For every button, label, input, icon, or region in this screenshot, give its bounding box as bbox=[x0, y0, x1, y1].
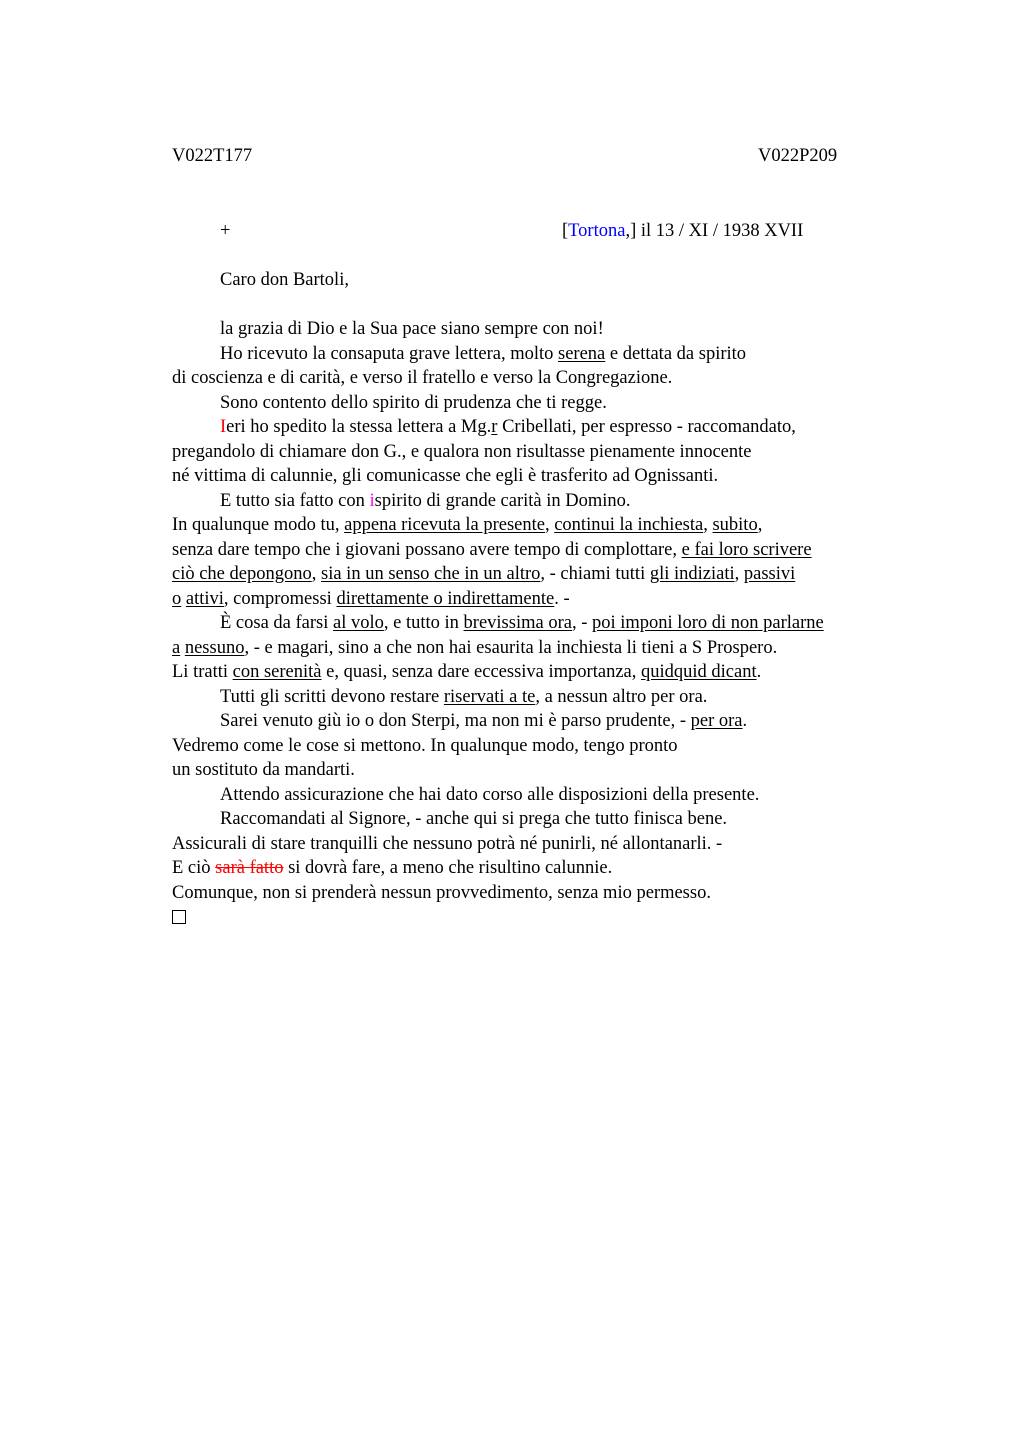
text-segment: , bbox=[311, 564, 321, 584]
text-segment: Assicurali di stare tranquilli che nessuno potrà né punirli, né allontanarli. - bbox=[172, 833, 723, 854]
underlined-text: r bbox=[491, 417, 498, 437]
underlined-text: quidquid dicant bbox=[641, 662, 757, 682]
text-segment: Raccomandati al Signore, - anche qui si prega che tutto finisca bene. bbox=[220, 809, 728, 829]
date-text: il 13 / XI / 1938 XVII bbox=[636, 221, 804, 241]
body-line bbox=[172, 807, 932, 832]
text-segment: Cribellati, per espresso - raccomandato, bbox=[497, 417, 796, 437]
body-line bbox=[172, 513, 932, 538]
underlined-text: a bbox=[172, 637, 181, 658]
text-segment: , - bbox=[571, 613, 592, 633]
text-segment: E tutto sia fatto con bbox=[220, 490, 370, 511]
text-segment: Sono contento dello spirito di prudenza che ti regge. bbox=[220, 392, 607, 413]
underlined-text: gli indiziati bbox=[649, 564, 735, 584]
text-segment: . bbox=[742, 711, 748, 731]
place-name: Tortona bbox=[568, 221, 626, 241]
text-segment: , bbox=[544, 515, 555, 535]
letter-body bbox=[172, 317, 932, 930]
text-segment: , - chiami tutti bbox=[540, 564, 650, 584]
body-line bbox=[172, 342, 932, 367]
text-segment: E ciò bbox=[172, 858, 216, 878]
body-line bbox=[172, 366, 932, 391]
salutation: Caro don Bartoli, bbox=[220, 270, 349, 290]
text-segment: un sostituto da mandarti. bbox=[172, 760, 355, 780]
text-segment: la grazia di Dio e la Sua pace siano sempre con noi! bbox=[220, 319, 604, 339]
text-segment: Attendo assicurazione che hai dato corso alle disposizioni della presente. bbox=[220, 784, 760, 805]
text-segment: , bbox=[734, 564, 744, 584]
text-segment: eri ho spedito la stessa lettera a Mg. bbox=[226, 417, 492, 437]
underlined-text: subito bbox=[712, 515, 758, 535]
underlined-text: ciò che depongono bbox=[172, 564, 312, 584]
underlined-text: con serenità bbox=[232, 662, 322, 682]
text-segment: né vittima di calunnie, gli comunicasse che egli è trasferito ad Ognissanti. bbox=[172, 466, 719, 486]
text-segment: senza dare tempo che i giovani possano avere tempo di complottare, bbox=[172, 539, 682, 560]
body-line bbox=[172, 685, 932, 710]
document-code-right: V022P209 bbox=[758, 146, 838, 166]
underlined-text: per ora bbox=[690, 711, 743, 731]
document-code-left: V022T177 bbox=[172, 146, 253, 166]
text-segment: , compromessi bbox=[223, 588, 337, 609]
text-segment: Ho ricevuto la consaputa grave lettera, molto bbox=[220, 343, 559, 364]
body-line bbox=[172, 464, 932, 489]
body-line bbox=[172, 636, 932, 661]
body-line bbox=[172, 734, 932, 759]
body-line bbox=[172, 660, 932, 685]
underlined-text: poi imponi loro di non parlarne bbox=[592, 613, 824, 633]
body-line bbox=[172, 832, 932, 857]
underlined-text: direttamente o indirettamente bbox=[336, 588, 555, 609]
text-segment: Comunque, non si prenderà nessun provvedimento, senza mio permesso. bbox=[172, 882, 711, 903]
underlined-text: al volo bbox=[333, 613, 384, 633]
cross-mark: + bbox=[220, 221, 231, 241]
text-segment: . - bbox=[554, 588, 570, 609]
underlined-text: brevissima ora bbox=[463, 613, 572, 633]
text-segment: e, quasi, senza dare eccessiva importanza, bbox=[321, 662, 641, 682]
end-mark-line bbox=[172, 905, 932, 930]
text-segment: spirito di grande carità in Domino. bbox=[374, 490, 631, 511]
text-segment: pregandolo di chiamare don G., e qualora non risultasse pienamente innocente bbox=[172, 441, 752, 462]
text-segment: , bbox=[757, 515, 763, 535]
underlined-text: sia in un senso che in un altro bbox=[321, 564, 541, 584]
red-text: I bbox=[220, 417, 227, 437]
body-line bbox=[172, 611, 932, 636]
bracket-open: [ bbox=[562, 221, 569, 241]
text-segment: Vedremo come le cose si mettono. In qualunque modo, tengo pronto bbox=[172, 735, 678, 756]
text-segment: Sarei venuto giù io o don Sterpi, ma non mi è parso prudente, - bbox=[220, 711, 691, 731]
underlined-text: e fai loro scrivere bbox=[681, 539, 812, 560]
underlined-text: riservati a te bbox=[443, 686, 536, 707]
body-line bbox=[172, 489, 932, 514]
text-segment: , bbox=[703, 515, 713, 535]
body-line bbox=[172, 709, 932, 734]
text-segment: e dettata da spirito bbox=[605, 343, 747, 364]
body-line bbox=[172, 538, 932, 563]
body-line bbox=[172, 317, 932, 342]
body-line bbox=[172, 587, 932, 612]
text-segment: , e tutto in bbox=[383, 613, 464, 633]
magenta-text: i bbox=[369, 490, 375, 511]
body-line bbox=[172, 856, 932, 881]
end-box-icon bbox=[172, 910, 186, 924]
body-line bbox=[172, 783, 932, 808]
body-line bbox=[172, 758, 932, 783]
text-segment: , - e magari, sino a che non hai esaurita la inchiesta li tieni a S Prospero. bbox=[244, 637, 778, 658]
underlined-text: serena bbox=[558, 343, 606, 364]
text-segment: di coscienza e di carità, e verso il fratello e verso la Congregazione. bbox=[172, 368, 673, 388]
underlined-text: passivi bbox=[743, 564, 796, 584]
underlined-text: attivi bbox=[185, 588, 224, 609]
underlined-text: continui la inchiesta bbox=[554, 515, 704, 535]
text-segment: È cosa da farsi bbox=[220, 613, 334, 633]
body-line bbox=[172, 562, 932, 587]
bracket-close: ,] bbox=[625, 221, 637, 241]
body-line bbox=[172, 440, 932, 465]
underlined-text: appena ricevuta la presente bbox=[344, 515, 545, 535]
text-segment: Tutti gli scritti devono restare bbox=[220, 686, 444, 707]
text-segment: , a nessun altro per ora. bbox=[535, 686, 708, 707]
underlined-text: o bbox=[172, 588, 182, 609]
dateline bbox=[562, 221, 803, 242]
body-line bbox=[172, 415, 932, 440]
body-line bbox=[172, 391, 932, 416]
struck-text: sarà fatto bbox=[215, 858, 284, 878]
underlined-text: nessuno bbox=[184, 637, 245, 658]
text-segment: . bbox=[756, 662, 762, 682]
body-line bbox=[172, 881, 932, 906]
text-segment: In qualunque modo tu, bbox=[172, 515, 345, 535]
text-segment: Li tratti bbox=[172, 662, 233, 682]
text-segment: si dovrà fare, a meno che risultino calunnie. bbox=[283, 858, 613, 878]
